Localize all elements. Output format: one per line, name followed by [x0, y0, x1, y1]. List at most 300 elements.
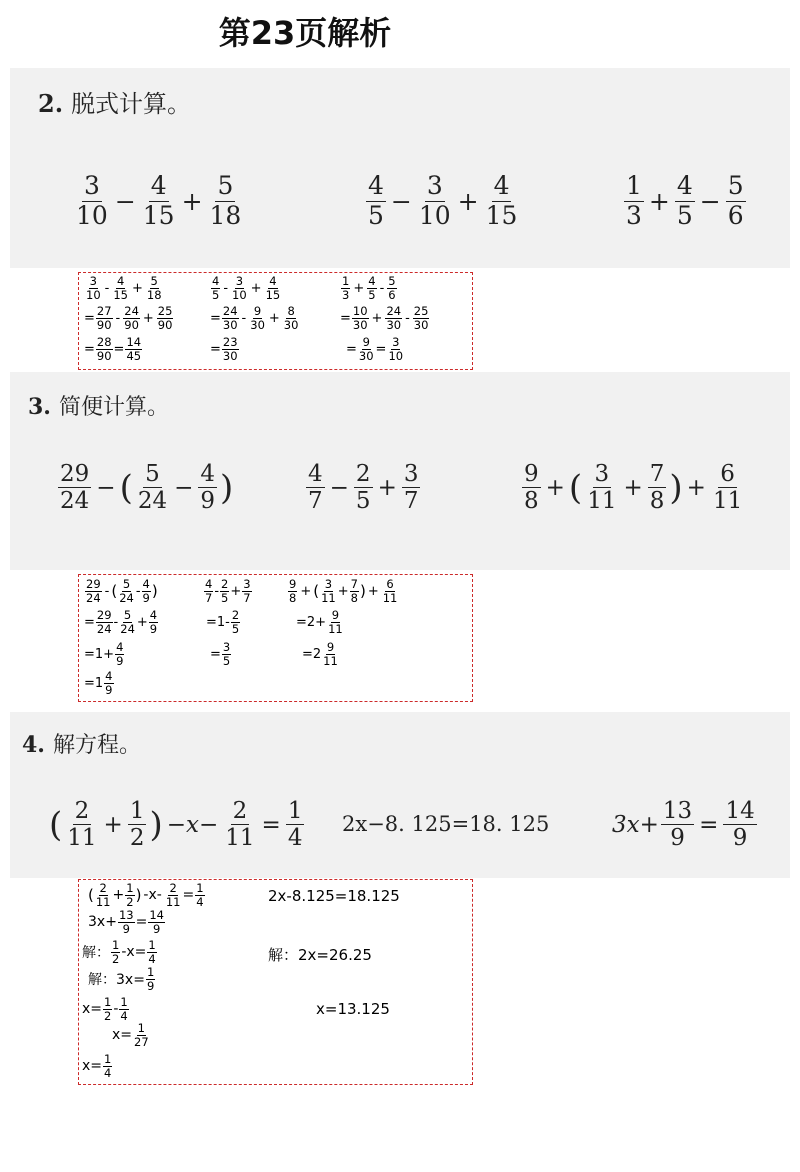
fraction [118, 909, 135, 935]
numerator: 4 [212, 274, 220, 288]
denominator: 2 [129, 825, 145, 852]
fraction [522, 461, 541, 515]
numerator: 5 [123, 608, 132, 622]
numerator: 5 [217, 171, 234, 200]
math-text: + [112, 887, 125, 904]
denominator: 4 [148, 951, 156, 966]
denominator: 5 [368, 287, 376, 302]
denominator: 2 [112, 951, 120, 966]
math-symbol: − [699, 186, 721, 216]
numerator: 4 [142, 577, 150, 591]
s4-answer-line-1 [88, 882, 206, 908]
fraction [208, 172, 244, 231]
math-text: = [84, 341, 95, 357]
fraction [327, 609, 344, 635]
numerator: 14 [149, 908, 164, 922]
numerator: 24 [386, 304, 402, 318]
fraction [286, 798, 305, 852]
fraction [96, 305, 113, 331]
denominator: 30 [222, 317, 238, 332]
s3-answer-2-line-3 [210, 641, 232, 667]
math-symbol: = [699, 811, 719, 838]
fraction [136, 461, 169, 515]
denominator: 11 [165, 894, 181, 909]
math-text: x= [82, 1058, 103, 1075]
denominator: 11 [712, 488, 743, 515]
fraction [119, 609, 136, 635]
denominator: 9 [149, 621, 158, 636]
denominator: 5 [221, 590, 229, 605]
numerator: 3 [324, 577, 333, 591]
s4-answer-right-line-2: 解：2x=26.25 [268, 946, 372, 964]
numerator: 1 [342, 274, 350, 288]
fraction [320, 578, 337, 604]
fraction [96, 609, 113, 635]
numerator: 5 [150, 274, 158, 288]
denominator: 11 [328, 621, 343, 636]
numerator: 1 [104, 1052, 112, 1066]
numerator: 2 [221, 577, 229, 591]
math-text: 解： [82, 945, 110, 962]
numerator: 1 [146, 965, 155, 979]
math-symbol: −x− [166, 811, 219, 838]
math-text: x= [82, 1001, 103, 1018]
numerator: 4 [149, 608, 158, 622]
math-text: + [337, 583, 349, 599]
fraction [387, 275, 396, 301]
numerator: 4 [676, 171, 693, 200]
fraction [58, 461, 91, 515]
math-symbol: + [623, 474, 643, 501]
denominator: 11 [95, 894, 111, 909]
s2-problem-2 [364, 172, 521, 231]
fraction [198, 461, 217, 515]
s3-problem-1 [56, 461, 234, 515]
denominator: 24 [119, 590, 134, 605]
denominator: 90 [96, 348, 112, 363]
denominator: 5 [368, 200, 384, 230]
fraction [95, 882, 112, 908]
denominator: 4 [287, 825, 303, 852]
math-symbol: + [103, 811, 123, 838]
numerator: 3 [243, 577, 251, 591]
fraction [65, 798, 98, 852]
math-symbol: + [371, 310, 383, 326]
section-3-heading [28, 390, 169, 421]
denominator: 90 [96, 317, 112, 332]
math-text: + [230, 583, 242, 599]
numerator: 1 [120, 995, 128, 1009]
fraction [341, 275, 350, 301]
numerator: 24 [124, 304, 139, 318]
math-text: = [210, 646, 221, 662]
numerator: 5 [388, 274, 396, 288]
math-symbol: + [131, 280, 143, 296]
math-symbol: − [96, 474, 116, 501]
numerator: 13 [662, 798, 693, 824]
denominator: 5 [676, 200, 693, 230]
denominator: 45 [126, 348, 142, 363]
denominator: 5 [355, 488, 371, 515]
math-text: 解：3x= [88, 972, 145, 989]
math-text: -x= [121, 944, 147, 961]
math-symbol: - [104, 280, 110, 296]
numerator: 2 [99, 881, 107, 895]
page-title: 第23页解析 [218, 14, 392, 52]
fraction [231, 275, 248, 301]
denominator: 5 [212, 287, 220, 302]
numerator: 9 [253, 304, 262, 318]
math-symbol: - [115, 310, 121, 326]
math-symbol: - [379, 280, 385, 296]
fraction [661, 798, 694, 852]
denominator: 15 [265, 287, 281, 302]
math-symbol: -x- [143, 887, 162, 904]
numerator: 1 [104, 995, 112, 1009]
math-text: + [136, 614, 148, 630]
fraction [165, 882, 182, 908]
math-symbol: - [405, 310, 410, 326]
fraction [242, 578, 251, 604]
math-text: = [113, 341, 125, 357]
denominator: 15 [485, 200, 518, 230]
s3-answer-1-line-1 [84, 578, 158, 604]
fraction [104, 670, 113, 696]
numerator: 10 [352, 304, 368, 318]
denominator: 5 [231, 621, 240, 636]
denominator: 8 [289, 590, 297, 605]
numerator: 3 [89, 274, 97, 288]
denominator: 4 [120, 1008, 128, 1023]
denominator: 11 [323, 653, 338, 668]
numerator: 1 [626, 171, 642, 200]
numerator: 14 [126, 335, 142, 349]
numerator: 29 [86, 577, 101, 591]
denominator: 27 [134, 1034, 149, 1049]
numerator: 9 [362, 335, 370, 349]
fraction [112, 275, 129, 301]
fraction [354, 461, 373, 515]
numerator: 4 [105, 669, 113, 683]
fraction [103, 1053, 112, 1079]
s3-problem-2 [304, 461, 422, 515]
denominator: 3 [626, 200, 642, 230]
s3-answer-3-line-1 [287, 578, 399, 604]
math-text: - [135, 583, 141, 599]
fraction [125, 882, 134, 908]
math-text: = [182, 887, 195, 904]
math-text: = [135, 914, 148, 931]
fraction [249, 305, 266, 331]
denominator: 11 [321, 590, 336, 605]
denominator: 9 [105, 682, 113, 697]
fraction [141, 172, 177, 231]
denominator: 11 [225, 825, 255, 852]
numerator: 9 [524, 461, 539, 487]
fraction [128, 798, 147, 852]
fraction [96, 336, 113, 362]
math-text: = [210, 310, 221, 326]
denominator: 90 [157, 317, 173, 332]
fraction [387, 336, 404, 362]
math-text: 3x+ [612, 811, 659, 838]
denominator: 30 [386, 317, 402, 332]
s3-answer-1-line-4 [84, 670, 115, 696]
denominator: 24 [96, 621, 112, 636]
denominator: 8 [649, 488, 665, 515]
section-2-number: 2. [38, 89, 64, 118]
numerator: 3 [403, 461, 419, 487]
fraction [385, 305, 402, 331]
numerator: 1 [112, 938, 120, 952]
denominator: 9 [116, 653, 124, 668]
s4-answer-line-3 [82, 939, 158, 965]
s2-problem-3 [622, 172, 748, 231]
numerator: 24 [222, 304, 238, 318]
numerator: 3 [392, 335, 400, 349]
s3-answer-2-line-1 [203, 578, 253, 604]
numerator: 4 [368, 274, 376, 288]
fraction [74, 172, 110, 231]
math-symbol: + [181, 186, 203, 216]
numerator: 1 [126, 881, 134, 895]
fraction [119, 996, 128, 1022]
math-symbol: ( [88, 886, 94, 905]
math-symbol: + [648, 186, 670, 216]
fraction [133, 1022, 150, 1048]
denominator: 11 [67, 825, 97, 852]
fraction [350, 578, 359, 604]
math-text: = [340, 310, 351, 326]
s2-answer-2-line-1 [210, 275, 282, 301]
s4-answer-line-5 [82, 996, 130, 1022]
numerator: 4 [200, 461, 216, 487]
fraction [322, 641, 339, 667]
denominator: 24 [86, 590, 101, 605]
denominator: 9 [122, 921, 130, 936]
s4-answer-line-7 [82, 1053, 113, 1079]
fraction [147, 939, 156, 965]
fraction [417, 172, 453, 231]
denominator: 11 [382, 590, 398, 605]
s4-problem-3 [612, 798, 759, 852]
fraction [85, 578, 102, 604]
denominator: 4 [196, 894, 204, 909]
s3-problem-3 [520, 461, 746, 515]
section-4-heading [22, 728, 141, 759]
section-4-title: 解方程。 [52, 733, 141, 758]
s2-answer-1-line-1 [84, 275, 164, 301]
math-symbol: ( [568, 467, 583, 508]
denominator: 6 [727, 200, 744, 230]
math-symbol: - [241, 310, 247, 326]
denominator: 3 [342, 287, 350, 302]
math-symbol: + [250, 280, 262, 296]
math-symbol: ( [313, 582, 320, 601]
s4-answer-right-line-3: x=13.125 [316, 1000, 390, 1018]
numerator: 2 [355, 461, 371, 487]
s4-answer-line-6 [112, 1022, 151, 1048]
s4-answer-line-4 [88, 966, 156, 992]
fraction [382, 578, 399, 604]
fraction [231, 609, 240, 635]
fraction [648, 461, 667, 515]
fraction [220, 578, 229, 604]
numerator: 3 [426, 171, 443, 200]
s3-answer-3-line-2 [296, 609, 345, 635]
fraction [283, 305, 300, 331]
denominator: 30 [358, 348, 374, 363]
numerator: 4 [493, 171, 510, 200]
math-symbol: ( [49, 804, 63, 845]
fraction [222, 641, 231, 667]
math-symbol: + [457, 186, 479, 216]
fraction [585, 461, 618, 515]
section-4-number: 4. [22, 732, 45, 758]
s4-problem-2 [342, 812, 549, 836]
math-symbol: - [104, 583, 110, 599]
math-text: =2 [302, 646, 322, 662]
numerator: 2 [74, 798, 90, 824]
numerator: 14 [725, 798, 755, 824]
denominator: 9 [732, 825, 748, 852]
denominator: 15 [142, 200, 175, 230]
fraction [195, 882, 204, 908]
denominator: 90 [124, 317, 139, 332]
math-text: - [113, 614, 119, 630]
math-symbol: = [261, 811, 281, 838]
numerator: 7 [649, 461, 665, 487]
denominator: 24 [137, 488, 168, 515]
s2-answer-1-line-3 [84, 336, 143, 362]
numerator: 25 [413, 304, 429, 318]
denominator: 30 [283, 317, 299, 332]
math-text: x= [112, 1027, 133, 1044]
numerator: 3 [594, 461, 610, 487]
s2-answer-1-line-2 [84, 305, 174, 331]
fraction [358, 336, 375, 362]
math-text: = [346, 341, 357, 357]
math-symbol: ( [119, 467, 133, 508]
fraction [484, 172, 520, 231]
s3-answer-3-line-3 [302, 641, 340, 667]
fraction [103, 996, 112, 1022]
math-symbol: + [686, 474, 706, 501]
numerator: 9 [331, 608, 340, 622]
s2-answer-3-line-3 [346, 336, 405, 362]
s2-problem-1 [72, 172, 245, 231]
math-symbol: + [142, 310, 154, 326]
fraction [306, 461, 325, 515]
denominator: 10 [388, 348, 404, 363]
s3-answer-1-line-3 [84, 641, 125, 667]
math-symbol: − [114, 186, 136, 216]
numerator: 6 [720, 461, 735, 487]
math-symbol: + [300, 583, 312, 599]
denominator: 7 [243, 590, 251, 605]
denominator: 10 [232, 287, 247, 302]
fraction [142, 578, 151, 604]
section-3-number: 3. [28, 394, 51, 420]
fraction [157, 305, 174, 331]
math-text: - [113, 1001, 119, 1018]
fraction [222, 336, 239, 362]
denominator: 18 [209, 200, 242, 230]
s2-answer-2-line-2 [210, 305, 300, 331]
s2-answer-3-line-2 [340, 305, 430, 331]
math-symbol: ) [149, 804, 163, 845]
fraction [115, 641, 124, 667]
math-symbol: ) [669, 467, 683, 508]
math-symbol: + [377, 474, 397, 501]
fraction [125, 336, 142, 362]
denominator: 30 [222, 348, 238, 363]
fraction [111, 939, 120, 965]
numerator: 5 [727, 171, 744, 200]
fraction [352, 305, 369, 331]
fraction [118, 578, 135, 604]
fraction [366, 172, 386, 231]
numerator: 28 [96, 335, 112, 349]
fraction [265, 275, 282, 301]
numerator: 1 [196, 881, 204, 895]
numerator: 1 [137, 1021, 145, 1035]
denominator: 30 [352, 317, 368, 332]
numerator: 4 [368, 171, 384, 200]
numerator: 4 [116, 640, 124, 654]
fraction [726, 172, 746, 231]
fraction [223, 798, 256, 852]
fraction [123, 305, 140, 331]
fraction [149, 609, 158, 635]
numerator: 4 [117, 274, 125, 288]
numerator: 3 [235, 274, 244, 288]
math-text: =1+ [84, 646, 115, 662]
denominator: 11 [587, 488, 617, 515]
numerator: 4 [269, 274, 277, 288]
denominator: 10 [86, 287, 101, 302]
fraction [367, 275, 376, 301]
denominator: 6 [388, 287, 396, 302]
math-text: 2x−8. 125=18. 125 [342, 812, 550, 836]
numerator: 6 [386, 577, 394, 591]
section-2-title: 脱式计算。 [71, 90, 192, 118]
fraction [211, 275, 220, 301]
s3-answer-2-line-2 [206, 609, 241, 635]
denominator: 8 [524, 488, 539, 515]
denominator: 15 [113, 287, 128, 302]
fraction [146, 275, 163, 301]
denominator: 9 [146, 978, 155, 993]
numerator: 29 [96, 608, 112, 622]
section-3-title: 简便计算。 [58, 395, 169, 420]
denominator: 10 [76, 200, 108, 230]
numerator: 4 [150, 171, 167, 200]
math-symbol: ) [151, 582, 158, 601]
numerator: 9 [289, 577, 297, 591]
denominator: 9 [670, 825, 685, 852]
numerator: 3 [83, 171, 100, 200]
numerator: 29 [60, 461, 90, 487]
fraction [204, 578, 213, 604]
math-text: =1- [206, 614, 230, 630]
math-text: =1 [84, 675, 104, 691]
math-symbol: - [223, 280, 229, 296]
math-text: = [210, 341, 221, 357]
numerator: 5 [145, 461, 160, 487]
denominator: 4 [104, 1065, 112, 1080]
math-text: 3x+ [88, 914, 117, 931]
